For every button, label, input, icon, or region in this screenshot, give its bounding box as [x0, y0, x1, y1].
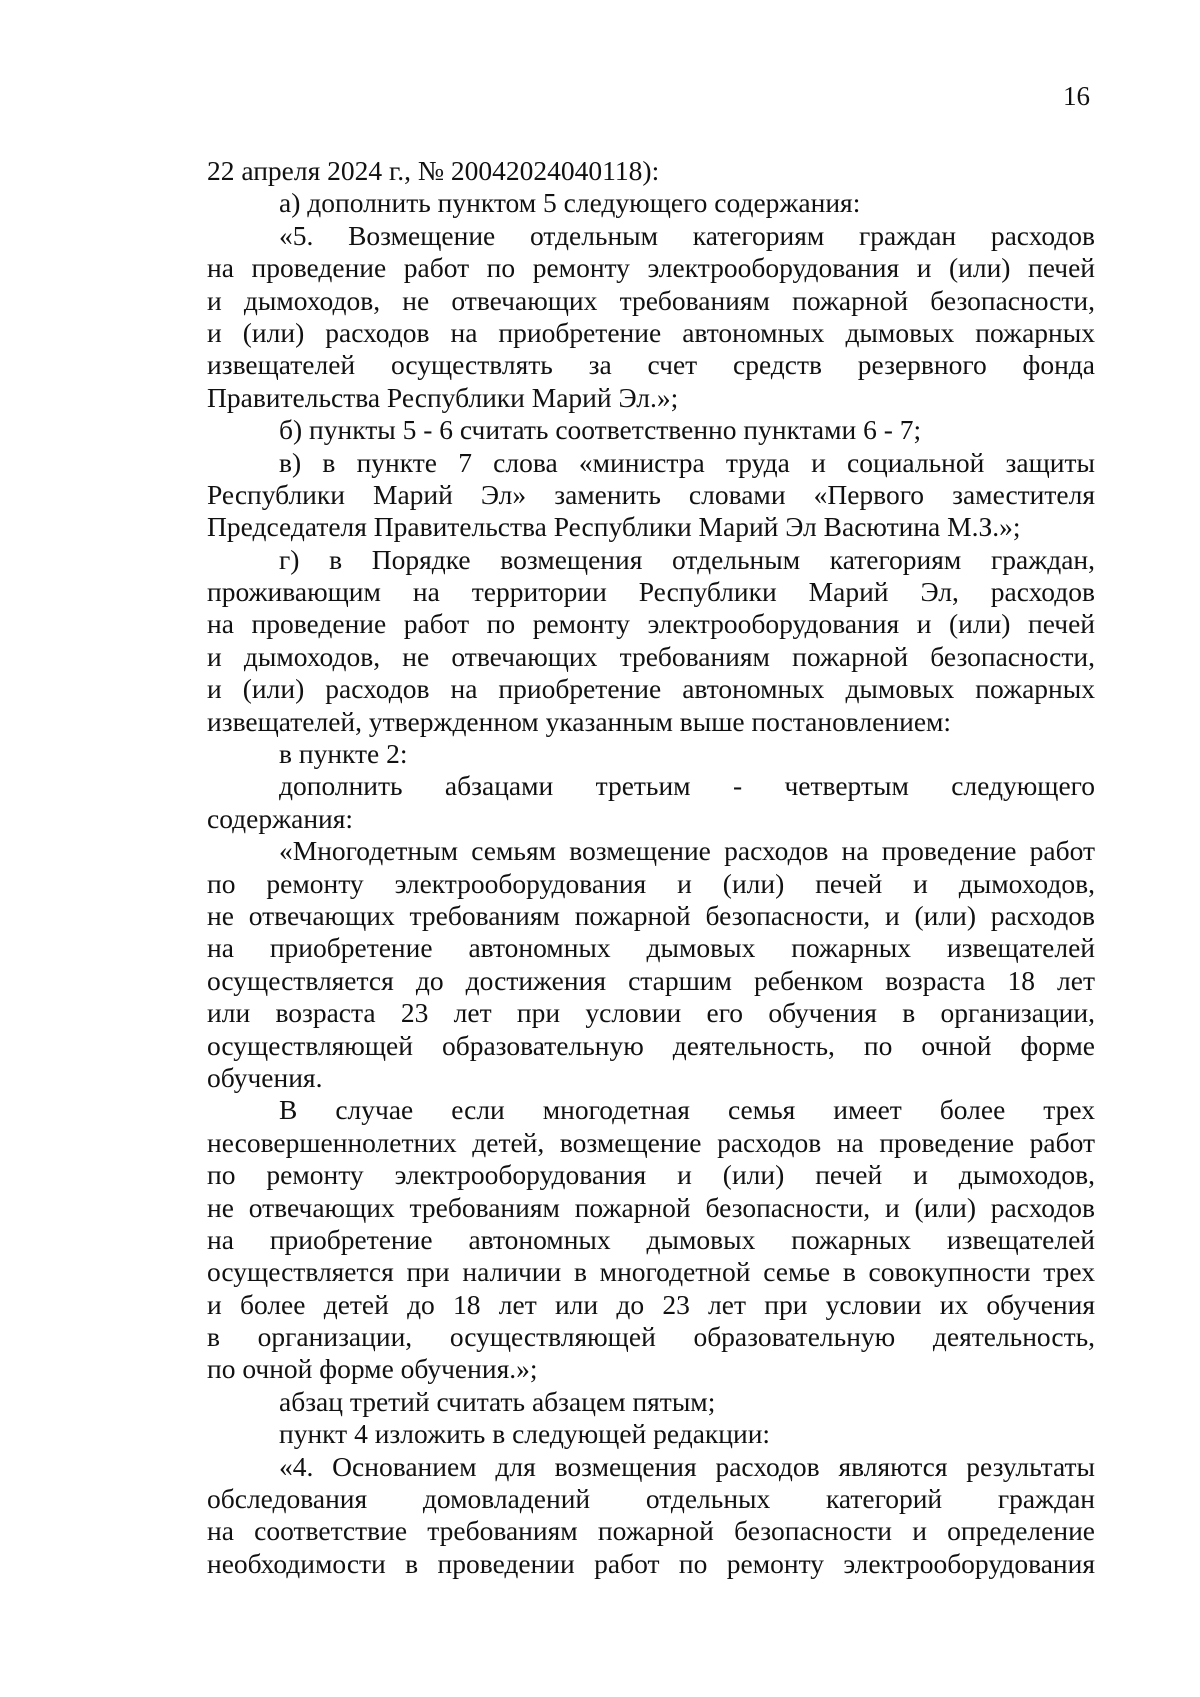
text-line: по ремонту электрооборудования и (или) печей и дымоходов,: [207, 867, 1095, 899]
text-line: на проведение работ по ремонту электрооборудования и (или) печей: [207, 252, 1095, 284]
text-line: Председателя Правительства Республики Марий Эл Васютина М.З.»;: [207, 511, 1021, 543]
text-line: на приобретение автономных дымовых пожарных извещателей: [207, 1223, 1095, 1255]
text-line: по очной форме обучения.»;: [207, 1353, 538, 1385]
text-line: а) дополнить пунктом 5 следующего содержания:: [279, 187, 861, 219]
text-line: содержания:: [207, 802, 354, 834]
page-number: 16: [1063, 81, 1090, 111]
text-line: в) в пункте 7 слова «министра труда и социальной защиты: [279, 446, 1095, 478]
text-line: Республики Марий Эл» заменить словами «Первого заместителя: [207, 478, 1095, 510]
text-line: проживающим на территории Республики Марий Эл, расходов: [207, 576, 1095, 608]
text-line: по ремонту электрооборудования и (или) печей и дымоходов,: [207, 1159, 1095, 1191]
text-line: извещателей осуществлять за счет средств резервного фонда: [207, 349, 1095, 381]
text-line: и (или) расходов на приобретение автономных дымовых пожарных: [207, 673, 1095, 705]
text-line: и более детей до 18 лет или до 23 лет при условии их обучения: [207, 1288, 1095, 1320]
text-line: «5. Возмещение отдельным категориям граждан расходов: [279, 219, 1095, 251]
text-line: «4. Основанием для возмещения расходов являются результаты: [279, 1450, 1095, 1482]
text-line: в организации, осуществляющей образовательную деятельность,: [207, 1321, 1095, 1353]
text-line: или возраста 23 лет при условии его обучения в организации,: [207, 997, 1095, 1029]
text-line: извещателей, утвержденном указанным выше постановлением:: [207, 705, 952, 737]
text-line: пункт 4 изложить в следующей редакции:: [279, 1418, 771, 1450]
text-line: не отвечающих требованиям пожарной безопасности, и (или) расходов: [207, 899, 1095, 931]
text-line: осуществляющей образовательную деятельность, по очной форме: [207, 1029, 1095, 1061]
body-text: [207, 155, 1095, 1580]
text-line: необходимости в проведении работ по ремонту электрооборудования: [207, 1547, 1095, 1579]
text-line: «Многодетным семьям возмещение расходов на проведение работ: [279, 835, 1095, 867]
text-line: В случае если многодетная семья имеет более трех: [279, 1094, 1095, 1126]
text-line: на приобретение автономных дымовых пожарных извещателей: [207, 932, 1095, 964]
text-line: и (или) расходов на приобретение автономных дымовых пожарных: [207, 316, 1095, 348]
text-line: не отвечающих требованиям пожарной безопасности, и (или) расходов: [207, 1191, 1095, 1223]
text-line: осуществляется до достижения старшим ребенком возраста 18 лет: [207, 964, 1095, 996]
text-line: дополнить абзацами третьим - четвертым следующего: [279, 770, 1095, 802]
text-line: абзац третий считать абзацем пятым;: [279, 1385, 716, 1417]
text-line: на проведение работ по ремонту электрооборудования и (или) печей: [207, 608, 1095, 640]
text-line: осуществляется при наличии в многодетной семье в совокупности трех: [207, 1256, 1095, 1288]
text-line: г) в Порядке возмещения отдельным категориям граждан,: [279, 543, 1095, 575]
text-line: и дымоходов, не отвечающих требованиям пожарной безопасности,: [207, 284, 1095, 316]
text-line: несовершеннолетних детей, возмещение расходов на проведение работ: [207, 1126, 1095, 1158]
text-line: Правительства Республики Марий Эл.»;: [207, 381, 679, 413]
text-line: и дымоходов, не отвечающих требованиям пожарной безопасности,: [207, 640, 1095, 672]
text-line: в пункте 2:: [279, 738, 408, 770]
text-line: б) пункты 5 - 6 считать соответственно пунктами 6 - 7;: [279, 414, 922, 446]
text-line: обучения.: [207, 1061, 323, 1093]
text-line: обследования домовладений отдельных категорий граждан: [207, 1483, 1095, 1515]
text-line: 22 апреля 2024 г., № 20042024040118):: [207, 155, 660, 186]
text-line: на соответствие требованиям пожарной безопасности и определение: [207, 1515, 1095, 1547]
